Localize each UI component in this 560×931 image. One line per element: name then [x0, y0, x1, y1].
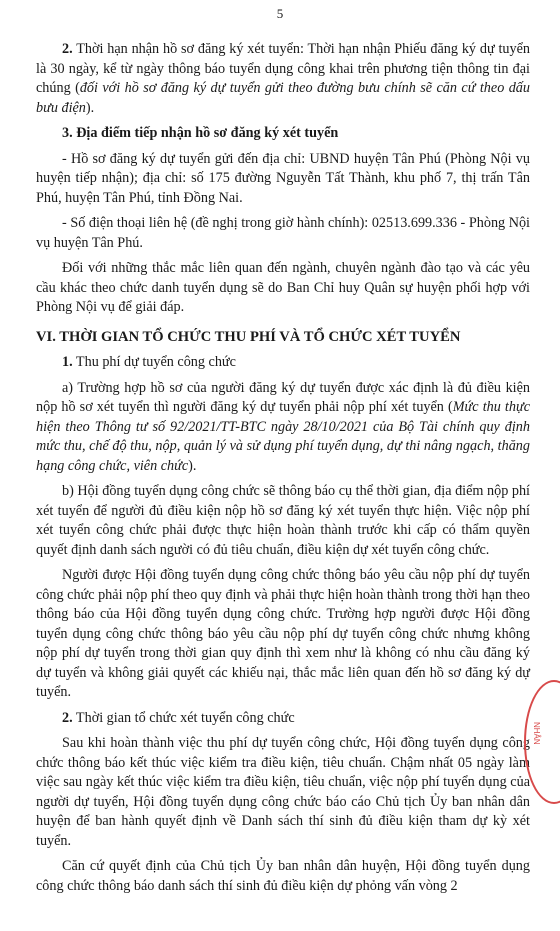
item-a-end: ).: [188, 457, 197, 474]
section-2-italic-note: đối với hồ sơ đăng ký dự tuyển gửi theo đường bưu chính sẽ căn cứ theo dấu bưu điện: [36, 80, 530, 116]
item-a-text: a) Trường hợp hồ sơ của người đăng ký dự tuyển được xác định là đủ điều kiện nộp hồ sơ xét tuyển thì người đăng ký dự tuyển phải nộp phí xét tuyển (: [36, 379, 530, 415]
section-3-title: 3. Địa điểm tiếp nhận hồ sơ đăng ký xét tuyển: [62, 125, 339, 141]
section-2-number: 2.: [62, 41, 73, 57]
stamp-text: NHÂN: [532, 722, 541, 745]
section-6-heading: VI. THỜI GIAN TỔ CHỨC THU PHÍ VÀ TỔ CHỨC XÉT TUYỂN: [36, 328, 461, 345]
section-2-text: Thời hạn nhận Phiếu đăng ký dự tuyển là 30 ngày, kể từ ngày thông báo tuyển dụng công khai trên phương tiện thông tin đại chúng (: [36, 41, 530, 96]
section-2-end: ).: [85, 99, 95, 116]
subsection-1-number: 1.: [62, 354, 73, 370]
item-b-paragraph: b) Hội đồng tuyển dụng công chức sẽ thông báo cụ thể thời gian, địa điểm nộp phí xét tuyển để người đủ điều kiện nộp hồ sơ đăng ký xét tuyển thực hiện. Việc nộp phí xét tuyển công chức phải được thực hiện hoàn thành trước khi cấp có thẩm quyền quyết định danh sách người có đủ tiêu chuẩn, điều kiện dự xét tuyển công chức.: [36, 483, 530, 558]
final-paragraph: Căn cứ quyết định của Chủ tịch Ủy ban nhân dân huyện, Hội đồng tuyển dụng công chức thông báo danh sách thí sinh đủ điều kiện dự phỏng vấn vòng 2: [36, 858, 530, 894]
page-number: 5: [276, 6, 284, 21]
subsection-2-number: 2.: [62, 709, 73, 726]
item-a-italic-note: Mức thu thực hiện theo Thông tư số 92/2021/TT-BTC ngày 28/10/2021 của Bộ Tài chính quy định mức thu, chế độ thu, nộp, quản lý và sử dụng phí tuyển dụng, dự thi nâng ngạch, thăng hạng công chức, viên chức: [36, 399, 530, 474]
subsection-1-title: Thu phí dự tuyển công chức: [72, 354, 236, 370]
after-fee-paragraph: Sau khi hoàn thành việc thu phí dự tuyển công chức, Hội đồng tuyển dụng công chức thông báo kết thúc việc kiểm tra điều kiện, tiêu chuẩn. Chậm nhất 05 ngày làm việc sau ngày kết thúc việc kiểm tra điều kiện, tiêu chuẩn, việc nộp phí tuyển dụng của người dự tuyển, Hội đồng tuyển dụng công chức báo cáo Chủ tịch Ủy ban nhân dân huyện để ban hành quyết định về Danh sách thí sinh đủ điều kiện tham dự kỳ xét tuyển.: [36, 735, 530, 849]
fee-notice-paragraph: Người được Hội đồng tuyển dụng công chức thông báo yêu cầu nộp phí dự tuyển công chức phải nộp phí theo quy định và phải thực hiện hoàn thành trong thời hạn theo thông báo của Hội đồng tuyển dụng công chức. Trường hợp người được Hội đồng tuyển dụng công chức thông báo yêu cầu nộp phí dự tuyển công chức nhưng không nộp phí dự tuyển trong thời gian quy định thì xem như là không có nhu cầu đăng ký dự tuyển và không giải quyết các khiếu nại, thắc mắc liên quan đến hồ sơ đăng ký dự tuyển.: [36, 567, 530, 700]
section-3-heading: [36, 124, 530, 144]
subsection-2-title: Thời gian tổ chức xét tuyển công chức: [72, 709, 295, 726]
subsection-2-heading: [36, 709, 530, 729]
section-2-title: Thời hạn nhận hồ sơ đăng ký xét tuyển:: [72, 41, 304, 57]
section-3-questions: Đối với những thắc mắc liên quan đến ngành, chuyên ngành đào tạo và các yêu cầu khác theo chức danh tuyển dụng sẽ do Ban Chỉ huy Quân sự huyện phối hợp với Phòng Nội vụ để giải đáp.: [36, 260, 530, 315]
item-a-paragraph: [36, 379, 530, 477]
subsection-1-heading: [36, 353, 530, 373]
section-3-address: - Hồ sơ đăng ký dự tuyển gửi đến địa chỉ: UBND huyện Tân Phú (Phòng Nội vụ huyện tiếp nhận); địa chỉ: số 175 đường Nguyễn Tất Thành, khu phố 7, thị trấn Tân Phú, huyện Tân Phú, tỉnh Đồng Nai.: [36, 150, 530, 206]
section-2-paragraph: [36, 40, 530, 118]
document-body: [36, 40, 530, 902]
section-3-phone: - Số điện thoại liên hệ (đề nghị trong giờ hành chính): 02513.699.336 - Phòng Nội vụ huyện Tân Phú.: [36, 215, 530, 251]
